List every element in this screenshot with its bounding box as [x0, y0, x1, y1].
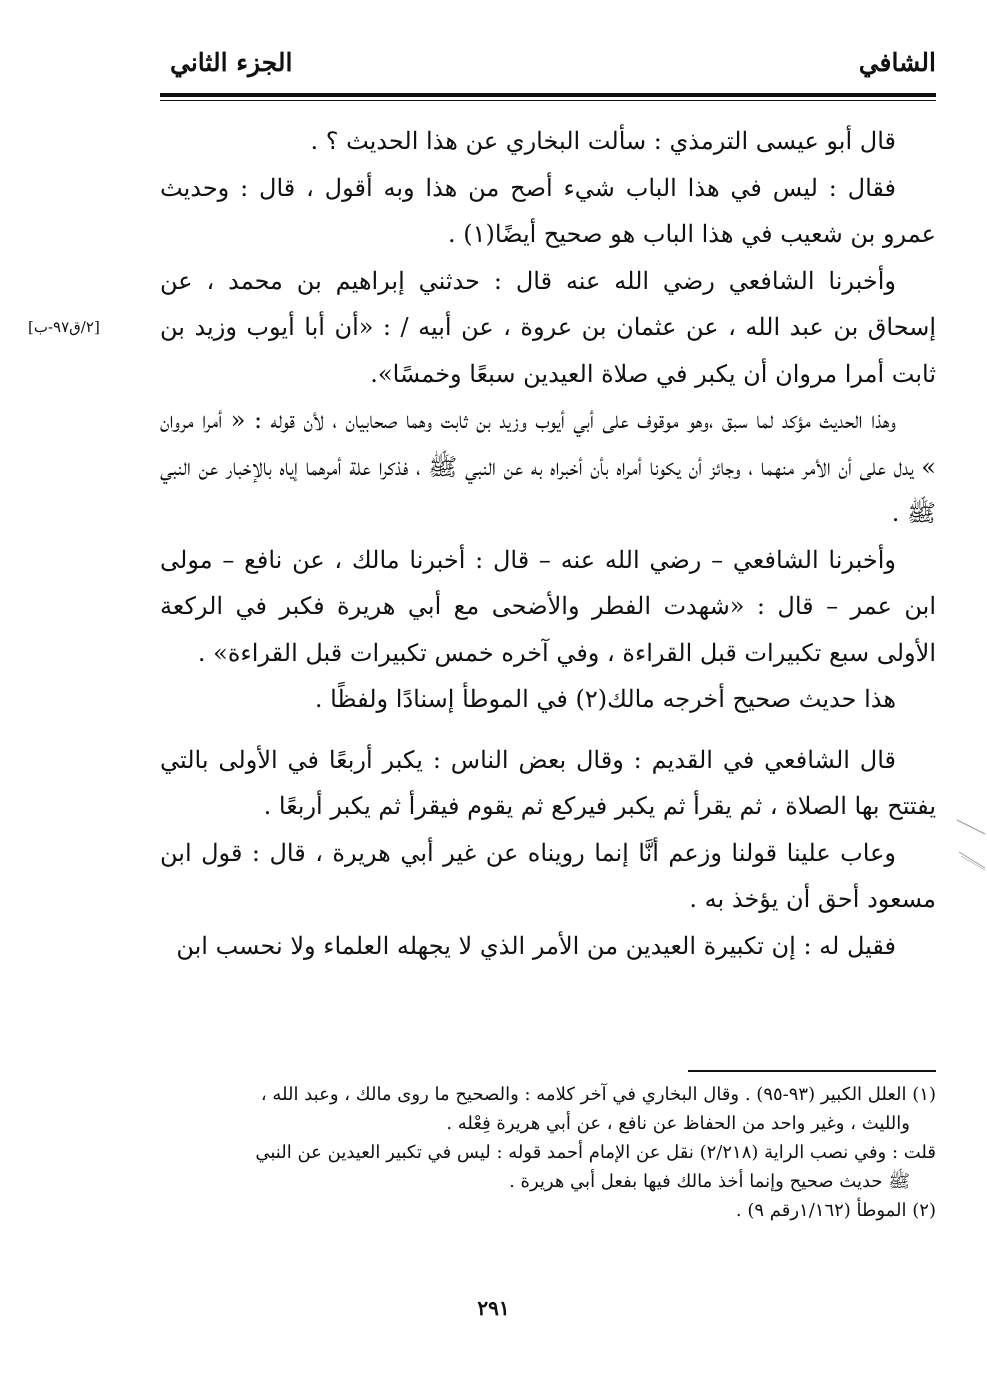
- scan-artifact-icon: [955, 812, 987, 872]
- book-title: الشافي: [858, 48, 936, 77]
- footnote-line: قلت : وفي نصب الراية (٢/٢١٨) نقل عن الإمام أحمد قوله : ليس في تكبير العيدين عن النبي: [255, 1142, 936, 1163]
- footnote-separator: [688, 1070, 936, 1072]
- page-number: ٢٩١: [477, 1296, 510, 1320]
- volume-label: الجزء الثاني: [170, 48, 293, 77]
- footnotes: [160, 1080, 936, 1225]
- footnote-line: ﷺ حديث صحيح وإنما أخذ مالك فيها بفعل أبي هريرة .: [509, 1171, 910, 1192]
- main-text: [160, 118, 936, 969]
- paragraph: قال الشافعي في القديم : وقال بعض الناس : يكبر أربعًا في الأولى بالتي يفتتح بها الصلاة ، ثم يقرأ ثم يكبر فيركع ثم يقوم فيقرأ ثم يكبر أربعًا .: [160, 745, 936, 820]
- running-header: [160, 48, 936, 92]
- paragraph: فقيل له : إن تكبيرة العيدين من الأمر الذي لا يجهله العلماء ولا نحسب ابن: [176, 931, 896, 960]
- paragraph: وعاب علينا قولنا وزعم أنَّا إنما رويناه عن غير أبي هريرة ، قال : قول ابن مسعود أحق أن يؤخذ به .: [160, 838, 936, 913]
- paragraph: هذا حديث صحيح أخرجه مالك(٢) في الموطأ إسنادًا ولفظًا .: [314, 685, 896, 713]
- footnote-line: (١) العلل الكبير (٩٣-٩٥) . وقال البخاري في آخر كلامه : والصحيح ما روى مالك ، وعبد الله ،: [260, 1084, 936, 1105]
- paragraph: وأخبرنا الشافعي – رضي الله عنه – قال : أخبرنا مالك ، عن نافع – مولى ابن عمر – قال : «شهدت الفطر والأضحى مع أبي هريرة فكبر في الركعة الأولى سبع تكبيرات قبل القراءة ، وفي آخره خمس تكبيرات قبل القراءة» .: [160, 545, 936, 667]
- paragraph: وهذا الحديث مؤكد لما سبق ،وهو موقوف على أبي أيوب وزيد بن ثابت وهما صحابيان ، لأن قوله : « أمرا مروان » يدل على أن الأمر منهما ، وجائز أن يكونا أمراه بأن أخبراه به عن النبي ﷺ ، فذكرا علة أمرهما إياه بالإخبار عن النبي ﷺ .: [160, 406, 936, 527]
- paragraph: وأخبرنا الشافعي رضي الله عنه قال : حدثني إبراهيم بن محمد ، عن إسحاق بن عبد الله ، عن عثمان بن عروة ، عن أبيه / : «أن أبا أيوب وزيد بن ثابت أمرا مروان أن يكبر في صلاة العيدين سبعًا وخمسًا».: [160, 266, 936, 388]
- footnote-line: والليث ، وغير واحد من الحفاظ عن نافع ، عن أبي هريرة فِعْله .: [446, 1113, 910, 1134]
- paragraph: فقال : ليس في هذا الباب شيء أصح من هذا وبه أقول ، قال : وحديث عمرو بن شعيب في هذا الباب هو صحيح أيضًا(١) .: [160, 173, 936, 248]
- manuscript-folio-note: [٢/ق٩٧-ب]: [28, 318, 100, 336]
- footnote-line: (٢) الموطأ (١/١٦٢رقم ٩) .: [735, 1200, 936, 1221]
- paragraph: قال أبو عيسى الترمذي : سألت البخاري عن هذا الحديث ؟ .: [310, 127, 896, 155]
- header-rule-thin: [160, 100, 936, 101]
- header-rule-thick: [160, 93, 936, 97]
